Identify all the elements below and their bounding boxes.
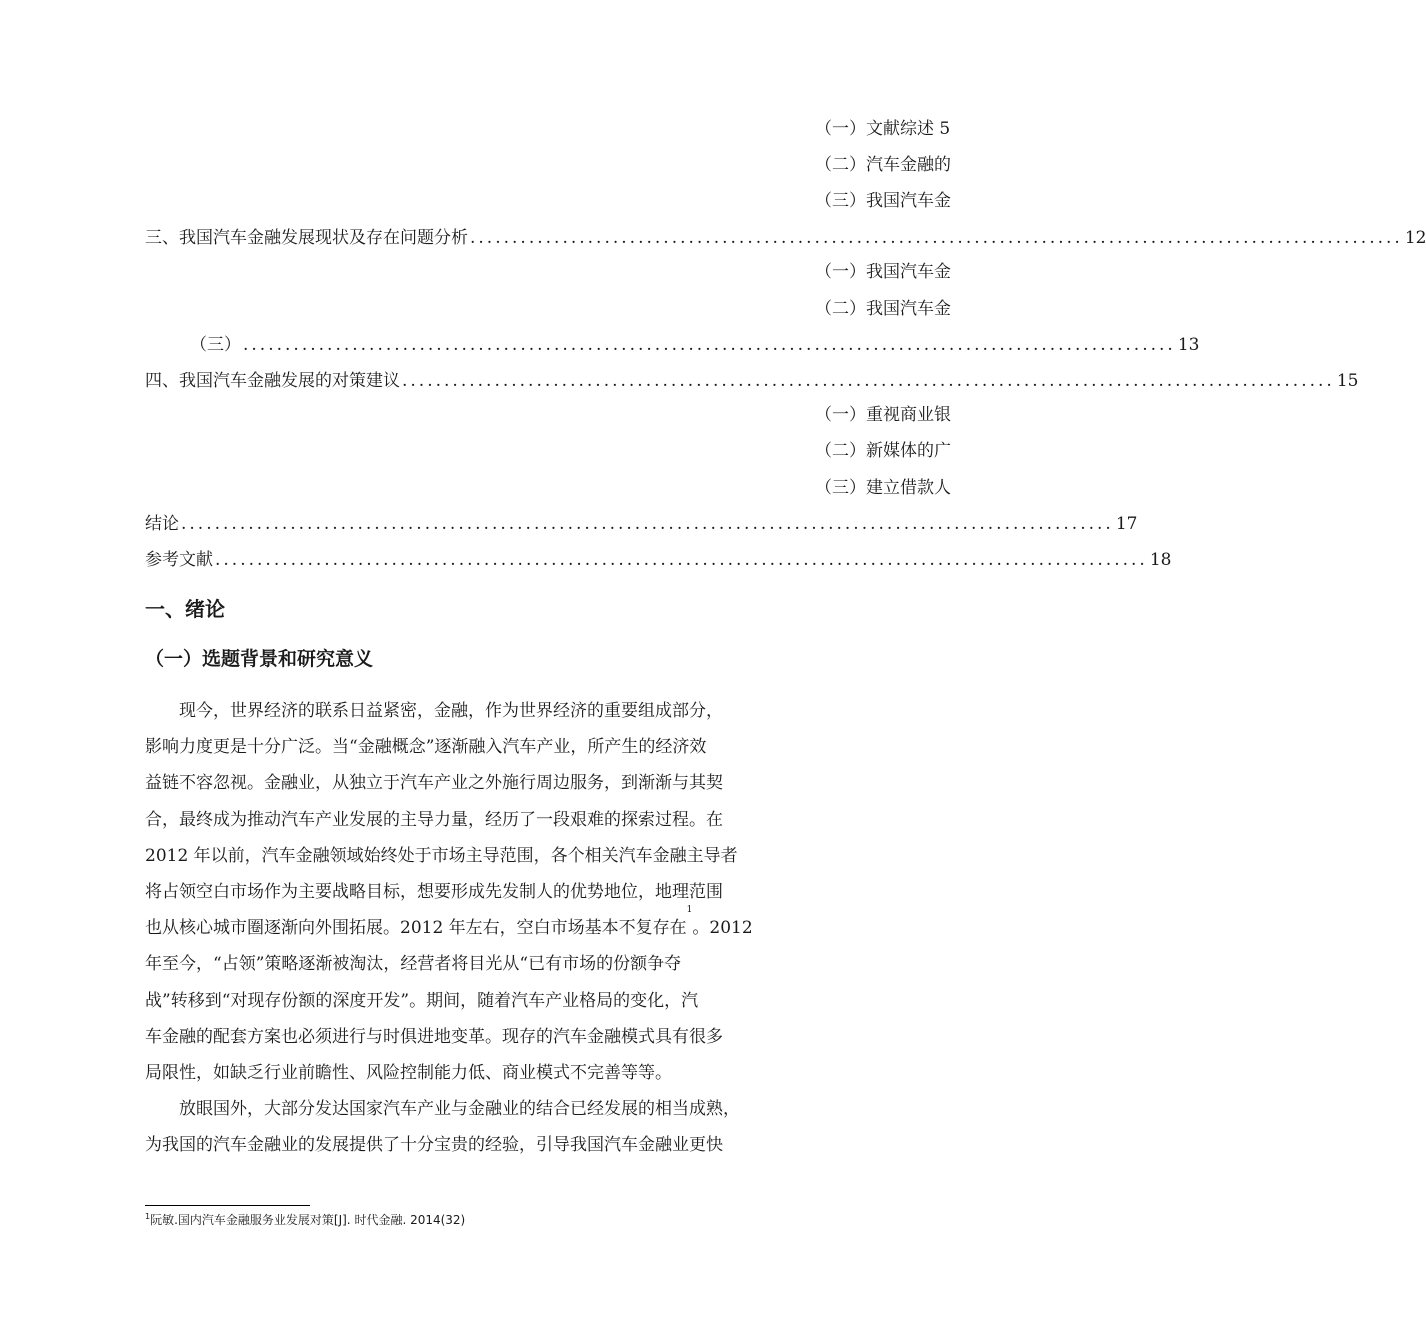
toc-leader: ............................................................................................................... [402, 371, 1335, 391]
toc-entry-references[interactable] [145, 548, 1172, 572]
toc-subentry[interactable]: （一）重视商业银 [815, 405, 951, 425]
footnote-marker: 1 [145, 1212, 151, 1221]
toc-entry-section-3[interactable] [145, 226, 1426, 250]
chapter-heading: 一、绪论 [145, 597, 225, 621]
text-line: 为我国的汽车金融业的发展提供了十分宝贵的经验，引导我国汽车金融业更快 [145, 1135, 723, 1156]
toc-entry-label: 四、我国汽车金融发展的对策建议 [145, 371, 400, 391]
text-line: 放眼国外，大部分发达国家汽车产业与金融业的结合已经发展的相当成熟， [179, 1099, 740, 1120]
toc-subentry[interactable]: （二）新媒体的广 [815, 441, 951, 461]
toc-page-number: 17 [1115, 514, 1138, 534]
toc-page-number: 15 [1336, 371, 1359, 391]
footnote-text: 阮敏.国内汽车金融服务业发展对策[J]. 时代金融. 2014(32) [150, 1213, 466, 1227]
text-line: 战”转移到“对现存份额的深度开发”。期间，随着汽车产业格局的变化，汽 [145, 990, 699, 1011]
toc-subentry[interactable]: （三）我国汽车金 [815, 191, 951, 211]
toc-leader: ............................................................................................................... [470, 228, 1403, 248]
toc-subentry[interactable]: （三）建立借款人 [815, 478, 951, 498]
text-line: 将占领空白市场作为主要战略目标，想要形成先发制人的优势地位，地理范围 [145, 881, 723, 902]
text-line: 合，最终成为推动汽车产业发展的主导力量，经历了一段艰难的探索过程。在 [145, 809, 723, 830]
text-line: 车金融的配套方案也必须进行与时俱进地变革。现存的汽车金融模式具有很多 [145, 1026, 723, 1047]
toc-entry-label: 三、我国汽车金融发展现状及存在问题分析 [145, 228, 468, 248]
footnote-separator [145, 1205, 310, 1206]
toc-entry-label: 参考文献 [145, 550, 213, 570]
toc-entry-label: （三） [190, 335, 241, 355]
text-line: 现今，世界经济的联系日益紧密，金融，作为世界经济的重要组成部分， [179, 701, 723, 721]
toc-page-number: 13 [1177, 335, 1200, 355]
text-line: 局限性，如缺乏行业前瞻性、风险控制能力低、商业模式不完善等等。 [145, 1062, 672, 1083]
toc-entry-conclusion[interactable] [145, 512, 1138, 536]
toc-leader: ............................................................................................................... [243, 335, 1176, 355]
toc-entry-section-4[interactable] [145, 369, 1359, 393]
text-line: 也从核心城市圈逐渐向外围拓展。2012 年左右，空白市场基本不复存在 1 。2012 [145, 910, 807, 946]
section-heading: （一）选题背景和研究意义 [145, 648, 374, 670]
footnote-reference[interactable]: 1 [686, 905, 693, 916]
toc-subentry[interactable]: （一）文献综述 5 [815, 119, 951, 139]
toc-subentry[interactable]: （二）我国汽车金 [815, 299, 951, 319]
toc-subentry[interactable]: （一）我国汽车金 [815, 262, 951, 282]
toc-page-number: 18 [1149, 550, 1172, 570]
footnote [145, 1212, 465, 1228]
toc-subentry[interactable]: （二）汽车金融的 [815, 155, 951, 175]
text-line: 年至今，“占领”策略逐渐被淘汰，经营者将目光从“已有市场的份额争夺 [145, 954, 682, 975]
text-line: 益链不容忽视。金融业，从独立于汽车产业之外施行周边服务，到渐渐与其契 [145, 773, 723, 794]
toc-entry-label: 结论 [145, 514, 179, 534]
toc-leader: ............................................................................................................... [215, 550, 1148, 570]
text-line: 2012 年以前，汽车金融领域始终处于市场主导范围，各个相关汽车金融主导者 [145, 845, 738, 866]
body-text [145, 693, 807, 1163]
text-line: 影响力度更是十分广泛。当“金融概念”逐渐融入汽车产业，所产生的经济效 [145, 737, 707, 758]
toc-page-number: 12 [1404, 228, 1426, 248]
toc-entry-subsection-3[interactable] [145, 333, 1200, 357]
toc-leader: ............................................................................................................... [181, 514, 1114, 534]
